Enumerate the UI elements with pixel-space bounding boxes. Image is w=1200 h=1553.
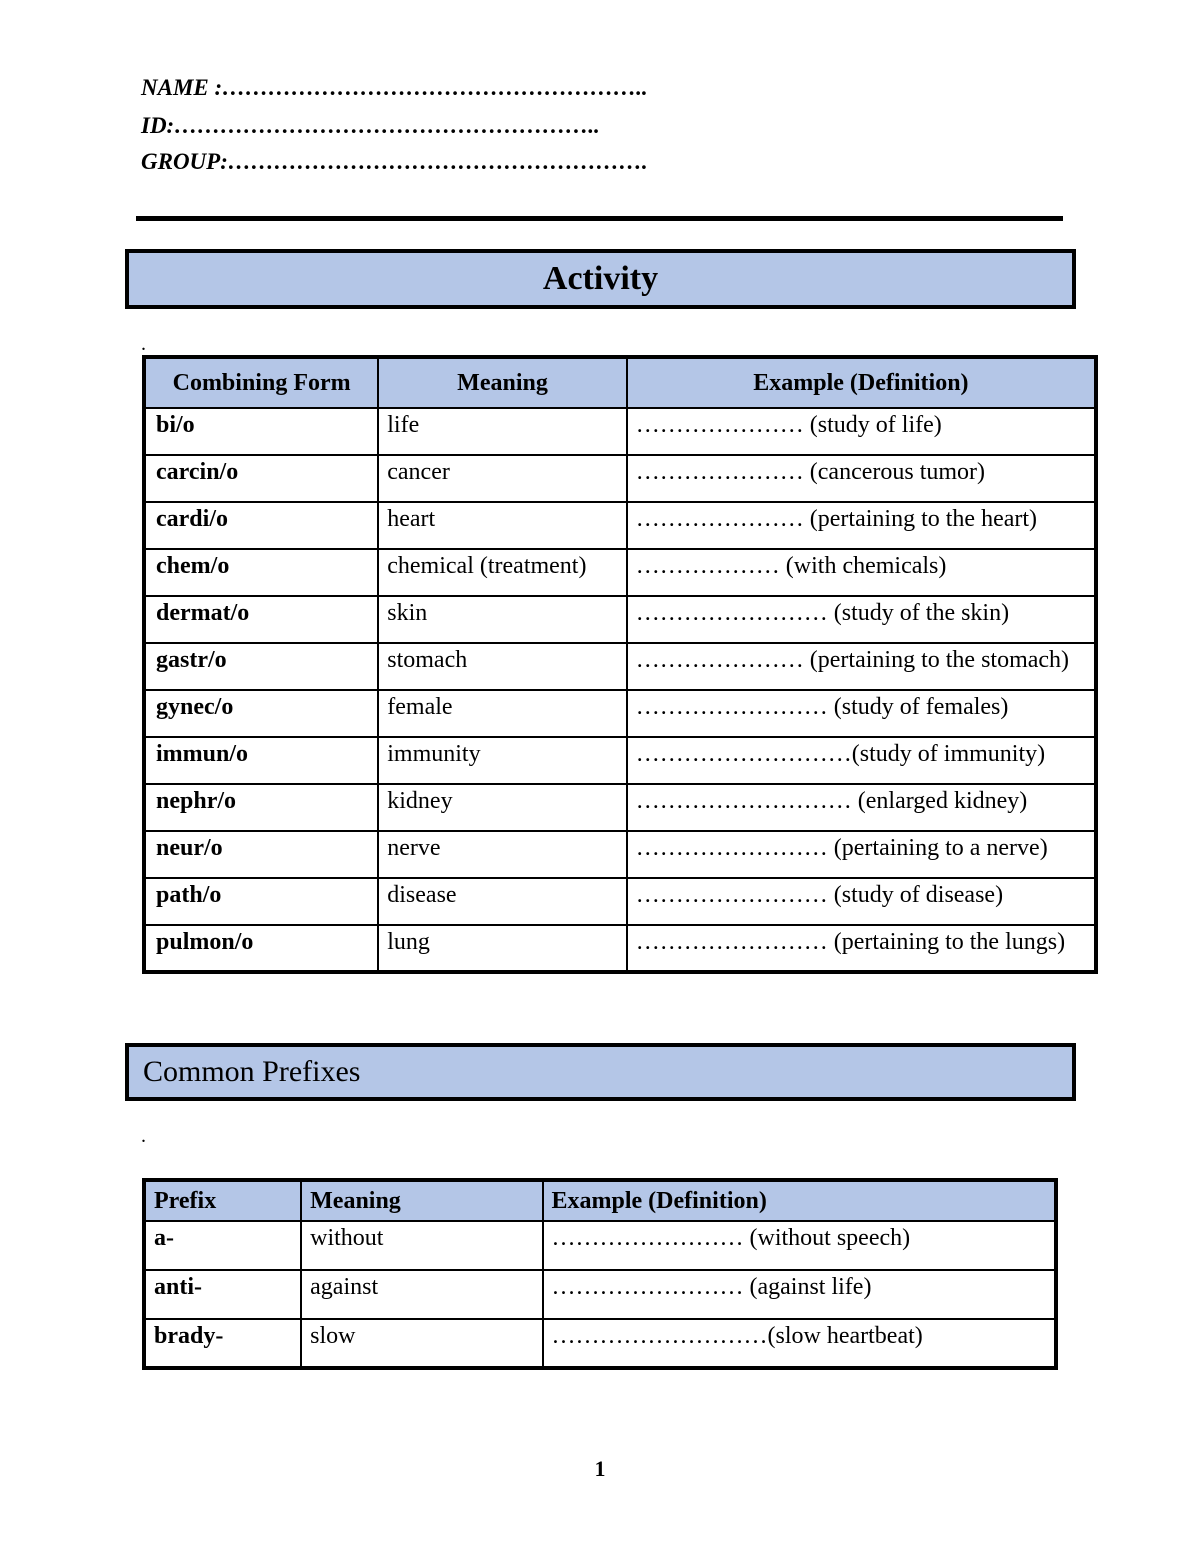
example-cell: …………………… (without speech) xyxy=(543,1221,1057,1270)
term-cell: path/o xyxy=(144,878,378,925)
activity-banner xyxy=(125,249,1076,309)
example-cell: …………………… (against life) xyxy=(543,1270,1057,1319)
table-row xyxy=(144,925,1096,972)
example-cell: …………………… (pertaining to a nerve) xyxy=(627,831,1096,878)
meaning-cell: lung xyxy=(378,925,627,972)
term-cell: gynec/o xyxy=(144,690,378,737)
table-row xyxy=(144,502,1096,549)
term-cell: pulmon/o xyxy=(144,925,378,972)
meaning-cell: stomach xyxy=(378,643,627,690)
meaning-cell: nerve xyxy=(378,831,627,878)
prefixes-table xyxy=(142,1178,1058,1370)
table-row xyxy=(144,643,1096,690)
example-cell: ………………………(study of immunity) xyxy=(627,737,1096,784)
column-header: Example (Definition) xyxy=(543,1180,1057,1221)
example-cell: …………………… (pertaining to the lungs) xyxy=(627,925,1096,972)
header-divider xyxy=(136,216,1063,221)
prefixes-banner xyxy=(125,1043,1076,1101)
table-row xyxy=(144,455,1096,502)
term-cell: bi/o xyxy=(144,408,378,455)
table-row xyxy=(144,549,1096,596)
meaning-cell: skin xyxy=(378,596,627,643)
meaning-cell: disease xyxy=(378,878,627,925)
example-cell: ………………… (pertaining to the stomach) xyxy=(627,643,1096,690)
example-cell: …………………… (study of disease) xyxy=(627,878,1096,925)
activity-title: Activity xyxy=(542,260,659,297)
table-header-row xyxy=(144,1180,1056,1221)
prefixes-title: Common Prefixes xyxy=(143,1055,361,1088)
name-field-line: NAME :……………………………………………….. xyxy=(141,75,648,100)
table-row xyxy=(144,1221,1056,1270)
example-cell: ………………… (pertaining to the heart) xyxy=(627,502,1096,549)
table-row xyxy=(144,1319,1056,1368)
term-cell: anti- xyxy=(144,1270,301,1319)
table-row xyxy=(144,831,1096,878)
table-row xyxy=(144,596,1096,643)
example-cell: ………………… (cancerous tumor) xyxy=(627,455,1096,502)
column-header: Meaning xyxy=(378,357,627,408)
meaning-cell: kidney xyxy=(378,784,627,831)
term-cell: carcin/o xyxy=(144,455,378,502)
term-cell: a- xyxy=(144,1221,301,1270)
table-row xyxy=(144,1270,1056,1319)
combining-forms-table xyxy=(142,355,1098,974)
meaning-cell: immunity xyxy=(378,737,627,784)
example-cell: ………………………(slow heartbeat) xyxy=(543,1319,1057,1368)
table-row xyxy=(144,878,1096,925)
meaning-cell: against xyxy=(301,1270,542,1319)
meaning-cell: cancer xyxy=(378,455,627,502)
activity-dot: . xyxy=(141,333,146,355)
term-cell: brady- xyxy=(144,1319,301,1368)
example-cell: ………………… (study of life) xyxy=(627,408,1096,455)
meaning-cell: without xyxy=(301,1221,542,1270)
table-row xyxy=(144,690,1096,737)
table-row xyxy=(144,737,1096,784)
table-row xyxy=(144,408,1096,455)
column-header: Example (Definition) xyxy=(627,357,1096,408)
term-cell: gastr/o xyxy=(144,643,378,690)
meaning-cell: chemical (treatment) xyxy=(378,549,627,596)
example-cell: …………………… (study of the skin) xyxy=(627,596,1096,643)
term-cell: neur/o xyxy=(144,831,378,878)
meaning-cell: life xyxy=(378,408,627,455)
term-cell: cardi/o xyxy=(144,502,378,549)
column-header: Meaning xyxy=(301,1180,542,1221)
term-cell: nephr/o xyxy=(144,784,378,831)
example-cell: ……………… (with chemicals) xyxy=(627,549,1096,596)
term-cell: dermat/o xyxy=(144,596,378,643)
meaning-cell: slow xyxy=(301,1319,542,1368)
page-number: 1 xyxy=(594,1456,606,1481)
term-cell: chem/o xyxy=(144,549,378,596)
meaning-cell: heart xyxy=(378,502,627,549)
column-header: Prefix xyxy=(144,1180,301,1221)
prefixes-dot: . xyxy=(141,1125,146,1147)
term-cell: immun/o xyxy=(144,737,378,784)
meaning-cell: female xyxy=(378,690,627,737)
example-cell: …………………… (study of females) xyxy=(627,690,1096,737)
id-field-line: ID:……………………………………………….. xyxy=(141,113,600,138)
column-header: Combining Form xyxy=(144,357,378,408)
table-header-row xyxy=(144,357,1096,408)
example-cell: ……………………… (enlarged kidney) xyxy=(627,784,1096,831)
table-row xyxy=(144,784,1096,831)
group-field-line: GROUP:………………………………………………. xyxy=(141,149,648,174)
